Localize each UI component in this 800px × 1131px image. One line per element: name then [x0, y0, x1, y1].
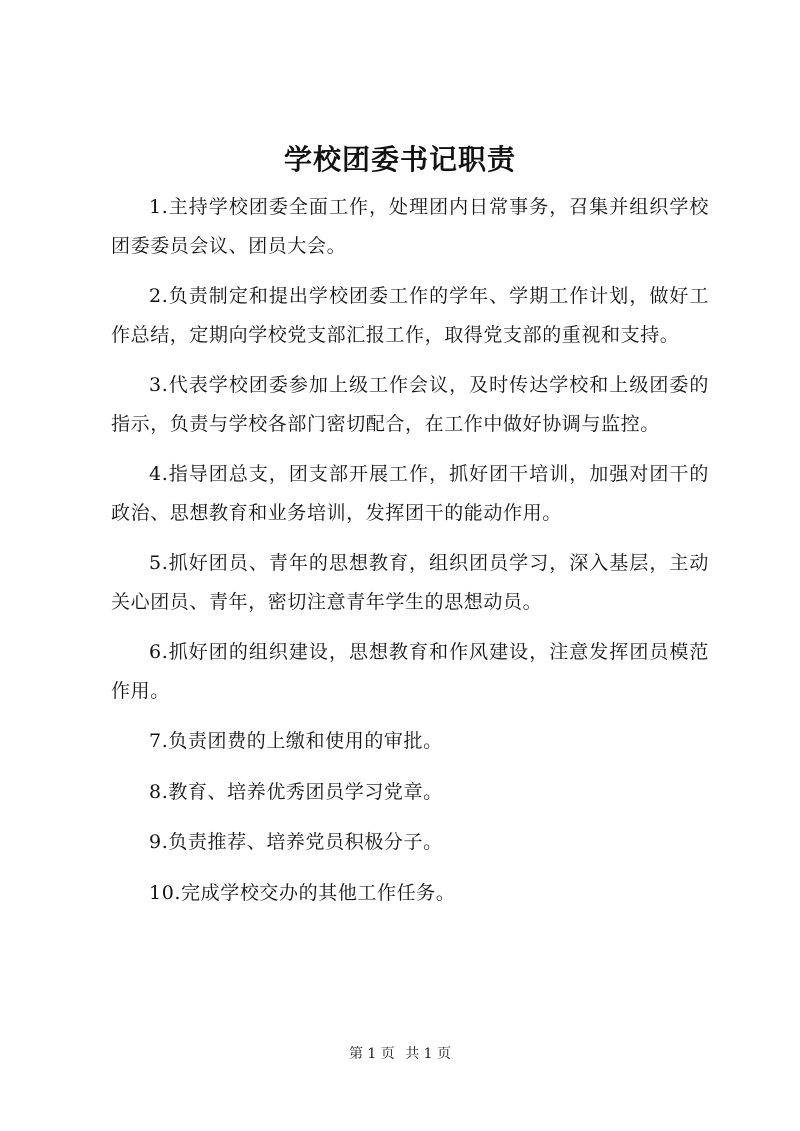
duty-item-10: 10.完成学校交办的其他工作任务。: [149, 881, 456, 904]
document-body: [111, 188, 709, 924]
page-number: 第 1 页: [348, 1046, 395, 1062]
page-total: 共 1 页: [405, 1046, 452, 1062]
duty-item-2: 2.负责制定和提出学校团委工作的学年、学期工作计划，做好工作总结，定期向学校党支部汇报工作，取得党支部的重视和支持。: [111, 285, 709, 346]
duty-item-3: 3.代表学校团委参加上级工作会议，及时传达学校和上级团委的指示，负责与学校各部门密切配合，在工作中做好协调与监控。: [111, 374, 709, 435]
duty-item-8: 8.教育、培养优秀团员学习党章。: [149, 780, 443, 803]
duty-item-4: 4.指导团总支，团支部开展工作，抓好团干培训，加强对团干的政治、思想教育和业务培训，发挥团干的能动作用。: [111, 463, 709, 524]
duty-item-6: 6.抓好团的组织建设，思想教育和作风建设，注意发挥团员模范作用。: [111, 641, 709, 702]
duty-item-5: 5.抓好团员、青年的思想教育，组织团员学习，深入基层，主动关心团员、青年，密切注意青年学生的思想动员。: [111, 552, 709, 613]
duty-item-1: 1.主持学校团委全面工作，处理团内日常事务，召集并组织学校团委委员会议、团员大会。: [111, 196, 709, 257]
page-footer: [0, 1044, 800, 1064]
duty-item-9: 9.负责推荐、培养党员积极分子。: [149, 831, 443, 853]
duty-item-7: 7.负责团费的上缴和使用的审批。: [149, 730, 443, 752]
document-title: 学校团委书记职责: [283, 143, 516, 176]
